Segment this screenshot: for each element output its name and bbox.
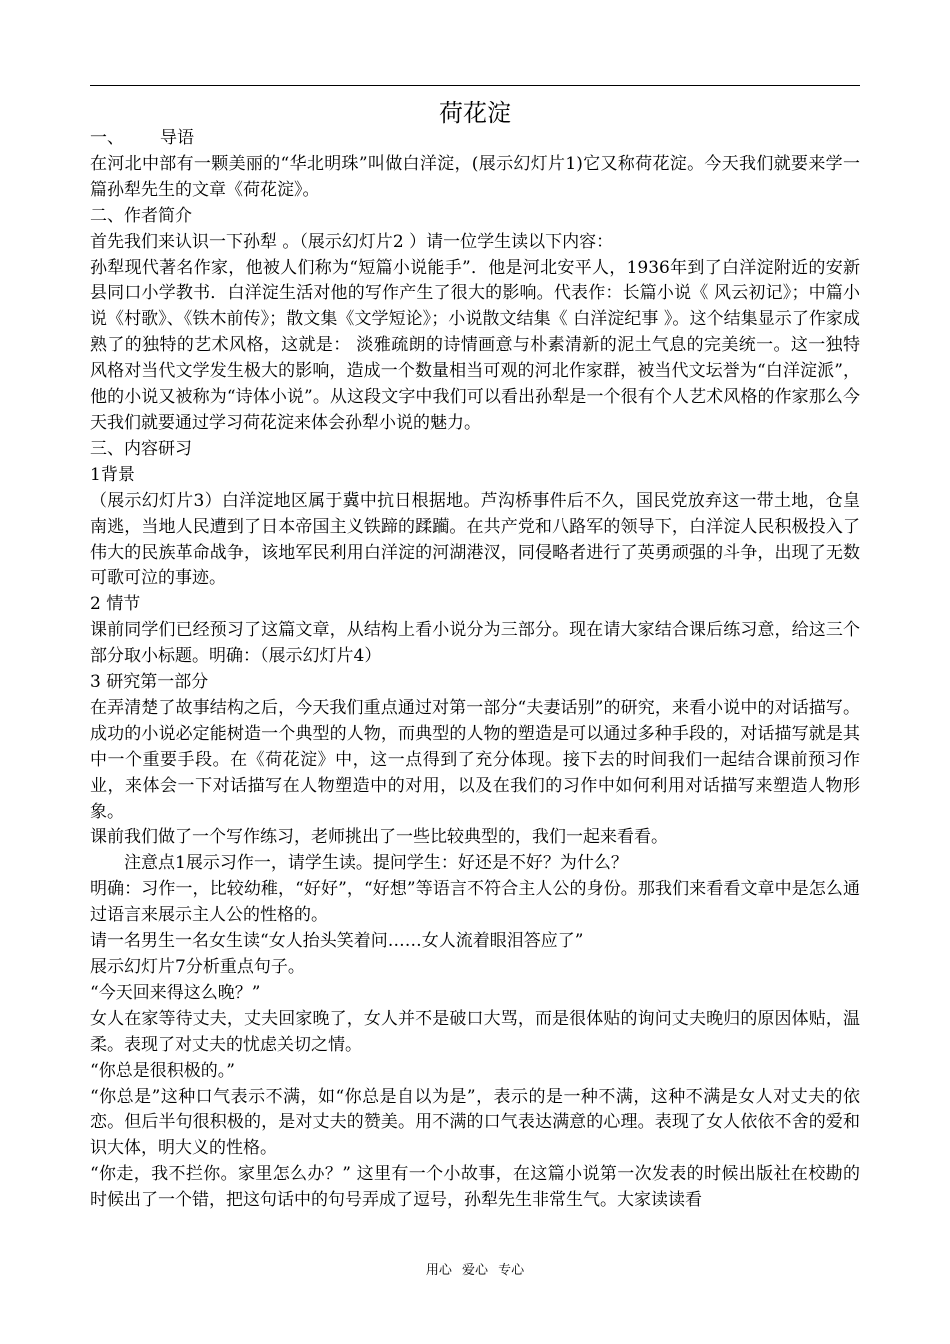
page-footer: 用心 爱心 专心 bbox=[425, 1263, 525, 1278]
paragraph: 首先我们来认识一下孙犁 。（展示幻灯片2 ）请一位学生读以下内容： bbox=[90, 231, 614, 252]
quote: “今天回来得这么晚？” bbox=[90, 982, 261, 1003]
paragraph: “你走，我不拦你。家里怎么办？” 这里有一个小故事，在这篇小说第一次发表的时候出版社在校勘的时候出了一个错，把这句话中的句号弄成了逗号，孙犁先生非常生气。大家读读看 bbox=[90, 1164, 860, 1211]
paragraph: 请一名男生一名女生读“女人抬头笑着问……女人流着眼泪答应了” bbox=[90, 931, 584, 952]
paragraph: 孙犁现代著名作家，他被人们称为“短篇小说能手”．他是河北安平人，1936年到了白洋淀附近的安新县同口小学教书．白洋淀生活对他的写作产生了很大的影响。代表作：长篇小说《 风云初记》；中篇小说《村歌》、《铁木前传》；散文集《文学短论》；小说散文结集《 白洋淀纪事 》。这个结集显示了作家成熟了的独特的艺术风格，这就是： 淡雅疏朗的诗情画意与朴素清新的泥土气息的完美统一。这一独特风格对当代文学发生极大的影响，造成一个数量相当可观的河北作家群，被当代文坛誉为“白洋淀派”，他的小说又被称为“诗体小说”。从这段文字中我们可以看出孙犁是一个很有个人艺术风格的作家那么今天我们就要通过学习荷花淀来体会孙犁小说的魅力。 bbox=[90, 257, 860, 433]
paragraph: 注意点1展示习作一，请学生读。提问学生：好还是不好？为什么？ bbox=[124, 853, 628, 874]
paragraph: 课前我们做了一个写作练习，老师挑出了一些比较典型的，我们一起来看看。 bbox=[90, 827, 668, 848]
document-title: 荷花淀 bbox=[439, 99, 511, 127]
subheading-plot: 2 情节 bbox=[90, 594, 141, 615]
section-label: 导语 bbox=[160, 128, 194, 148]
paragraph: 在弄清楚了故事结构之后，今天我们重点通过对第一部分“夫妻话别”的研究，来看小说中的对话描写。成功的小说必定能树造一个典型的人物，而典型的人物的塑造是可以通过多种手段的，对话描写就是其中一个重要手段。在《荷花淀》中，这一点得到了充分体现。接下去的时间我们一起结合课前预习作业，来体会一下对话描写在人物塑造中的对用，以及在我们的习作中如何利用对话描写来塑造人物形象。 bbox=[90, 697, 860, 822]
paragraph: 展示幻灯片7分析重点句子。 bbox=[90, 957, 305, 977]
document-body bbox=[90, 126, 860, 1214]
section-heading-content: 三、内容研习 bbox=[90, 438, 192, 459]
section-heading-author: 二、作者简介 bbox=[90, 205, 192, 226]
section-heading-intro bbox=[90, 126, 860, 152]
quote: “你总是很积极的。” bbox=[90, 1060, 235, 1081]
section-number: 一、 bbox=[90, 128, 124, 148]
paragraph: 课前同学们已经预习了这篇文章，从结构上看小说分为三部分。现在请大家结合课后练习意，给这三个部分取小标题。明确：（展示幻灯片4） bbox=[90, 620, 860, 667]
paragraph: 女人在家等待丈夫，丈夫回家晚了，女人并不是破口大骂，而是很体贴的询问丈夫晚归的原因体贴，温柔。表现了对丈夫的忧虑关切之情。 bbox=[90, 1008, 860, 1055]
paragraph: （展示幻灯片3）白洋淀地区属于冀中抗日根据地。芦沟桥事件后不久，国民党放弃这一带土地，仓皇南逃，当地人民遭到了日本帝国主义铁蹄的蹂躏。在共产党和八路军的领导下，白洋淀人民积极投入了伟大的民族革命战争，该地军民利用白洋淀的河湖港汊，同侵略者进行了英勇顽强的斗争，出现了无数可歌可泣的事迹。 bbox=[90, 490, 860, 589]
subheading-part-one: 3 研究第一部分 bbox=[90, 672, 209, 693]
header-rule bbox=[90, 85, 860, 86]
paragraph: 在河北中部有一颗美丽的“华北明珠”叫做白洋淀，(展示幻灯片1)它又称荷花淀。今天我们就要来学一篇孙犁先生的文章《荷花淀》。 bbox=[90, 153, 860, 200]
paragraph: 明确：习作一，比较幼稚，“好好”，“好想”等语言不符合主人公的身份。那我们来看看文章中是怎么通过语言来展示主人公的性格的。 bbox=[90, 879, 860, 926]
paragraph: “你总是”这种口气表示不满，如“你总是自以为是”，表示的是一种不满，这种不满是女人对丈夫的依恋。但后半句很积极的，是对丈夫的赞美。用不满的口气表达满意的心理。表现了女人依依不舍的爱和识大体，明大义的性格。 bbox=[90, 1086, 860, 1159]
subheading-background: 1背景 bbox=[90, 464, 135, 485]
